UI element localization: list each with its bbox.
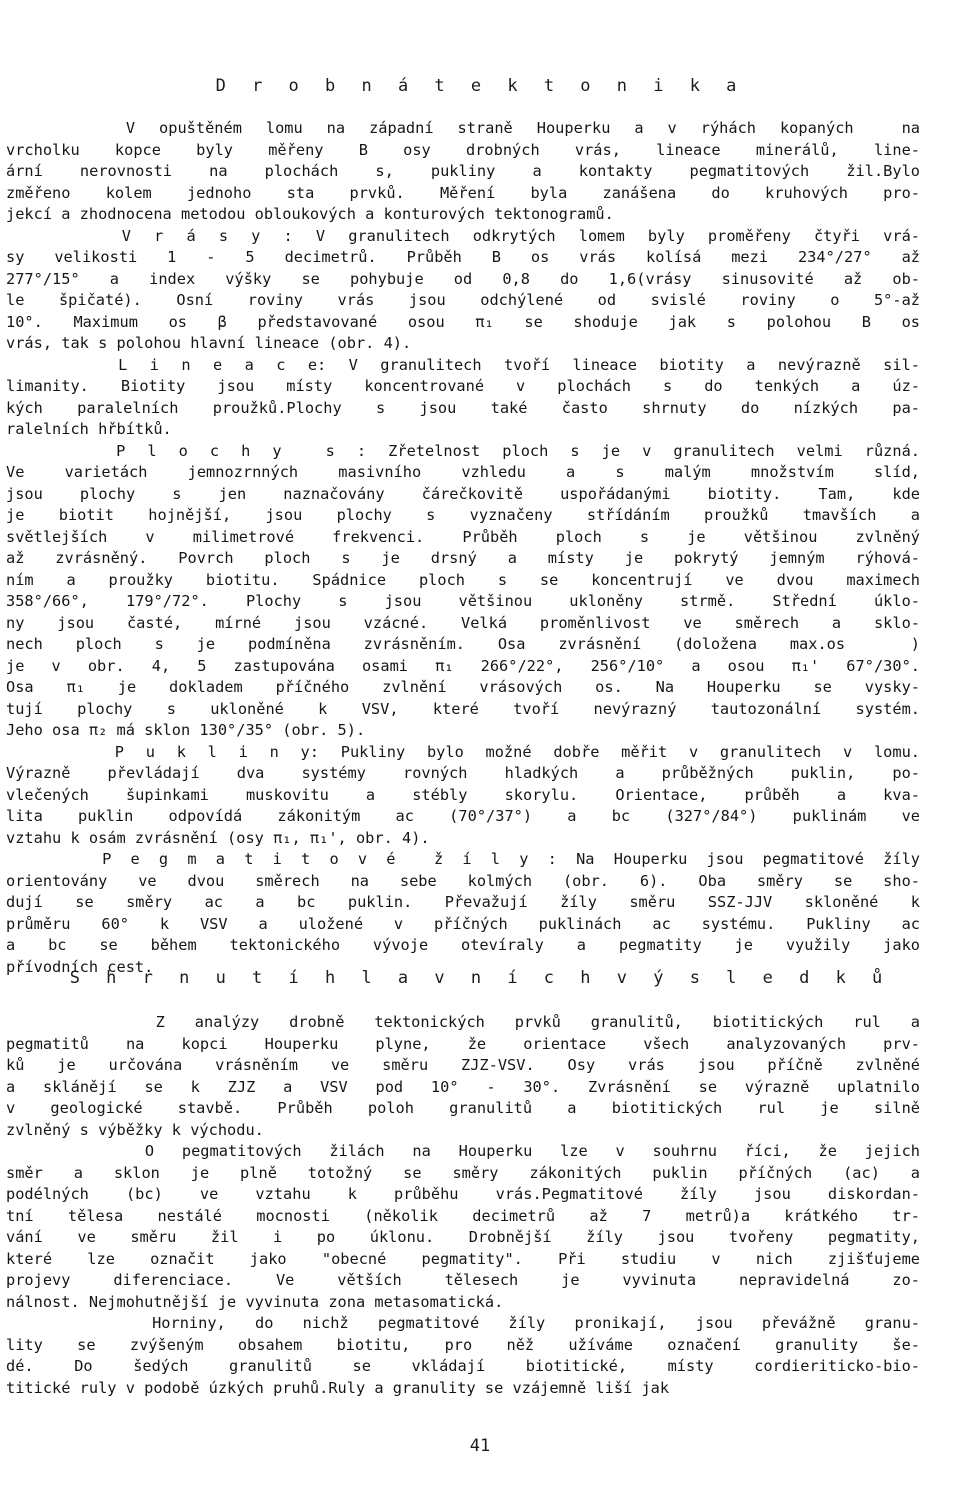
- text-line: ralelních hřbítků.: [6, 420, 172, 438]
- text-line: tní tělesa nestálé mocnosti (několik decimetrů až 7 metrů)a krátkého tr-: [6, 1206, 920, 1225]
- section-heading-drobna-tektonika: D r o b n á t e k t o n i k a: [215, 76, 745, 96]
- text-line: orientovány ve dvou směrech na sebe kolmých (obr. 6). Oba směry se sho-: [6, 871, 920, 890]
- text-line: podélných (bc) ve vztahu k průběhu vrás.Pegmatitové žíly jsou diskordan-: [6, 1185, 920, 1203]
- text-line: titické ruly v podobě úzkých pruhů.Ruly a granulity se vzájemně liší jak: [6, 1378, 670, 1397]
- text-line: vlečených šupinkami muskovitu a stébly skorylu. Orientace, průběh a kva-: [6, 785, 920, 804]
- text-line: 277°/15° a index výšky se pohybuje od 0,8 do 1,6(vrásy sinusovité až ob-: [6, 269, 920, 288]
- text-line: Výrazně převládají dva systémy rovných hladkých a průběžných puklin, po-: [6, 764, 920, 782]
- text-line: ním a proužky biotitu. Spádnice ploch s se koncentrují ve dvou maximech: [6, 570, 920, 589]
- text-line: le špičaté). Osní roviny vrás jsou odchýlené od svislé roviny o 5°-až: [6, 291, 920, 309]
- text-line: změřeno kolem jednoho sta prvků. Měření byla zanášena do kruhových pro-: [6, 183, 920, 202]
- text-line: 10°. Maximum os β představované osou π₁ se shoduje jak s polohou B os: [6, 312, 920, 331]
- text-line: P e g m a t i t o v é ž í l y : Na Houperku jsou pegmatitové žíly: [6, 850, 920, 868]
- text-line: P l o c h y s : Zřetelnost ploch s je v granulitech velmi různá.: [6, 441, 920, 460]
- text-line: ny jsou časté, mírné jsou vzácné. Velká proměnlivost ve směrech a sklo-: [6, 613, 920, 632]
- text-line: vání ve směru žil i po úklonu. Drobnější žíly jsou tvořeny pegmatity,: [6, 1228, 920, 1246]
- section-2-body: [6, 1012, 920, 1399]
- text-line: v geologické stavbě. Průběh poloh granulitů a biotitických rul je silně: [6, 1099, 920, 1117]
- text-line: které lze označit jako "obecné pegmatity". Při studiu v nich zjišťujeme: [6, 1249, 920, 1268]
- text-line: L i n e a c e: V granulitech tvoří lineace biotity a nevýrazně sil-: [6, 355, 920, 374]
- section-heading-shrnuti: S h r n u t í h l a v n í c h v ý s l e d k ů: [69, 968, 891, 988]
- text-line: O pegmatitových žilách na Houperku lze v souhrnu říci, že jejich: [6, 1142, 920, 1160]
- text-line: V r á s y : V granulitech odkrytých lomem byly proměřeny čtyři vrá-: [6, 226, 920, 245]
- text-line: průměru 60° k VSV a uložené v příčných puklinách ac systému. Pukliny ac: [6, 914, 920, 933]
- text-line: je biotit hojnější, jsou plochy s vyznačeny střídáním proužků tmavších a: [6, 506, 920, 524]
- text-line: Jeho osa π₂ má sklon 130°/35° (obr. 5).: [6, 721, 366, 739]
- text-line: jsou plochy s jen naznačovány čárečkovitě uspořádanými biotity. Tam, kde: [6, 484, 920, 503]
- text-line: sy velikosti 1 - 5 decimetrů. Průběh B os vrás kolísá mezi 234°/27° až: [6, 248, 920, 266]
- text-line: vrcholku kopce byly měřeny B osy drobných vrás, lineace minerálů, line-: [6, 140, 920, 159]
- text-line: projevy diferenciace. Ve větších tělesech je vyvinuta nepravidelná zo-: [6, 1271, 920, 1289]
- text-line: až zvrásněný. Povrch ploch s je drsný a místy je pokrytý jemným rýhová-: [6, 549, 920, 567]
- text-line: světlejších v milimetrové frekvenci. Průběh ploch s je většinou zvlněný: [6, 527, 920, 546]
- text-line: nech ploch s je podmíněna zvrásněním. Osa zvrásnění (doložena max.os ): [6, 635, 920, 653]
- text-line: zvlněný s výběžky k východu.: [6, 1120, 264, 1139]
- text-line: tují plochy s ukloněné k VSV, které tvoří nevýrazný tautozonální systém.: [6, 699, 920, 718]
- text-line: Ve varietách jemnozrnných masivního vzhledu a s malým množstvím slíd,: [6, 463, 920, 481]
- text-line: ků je určována vrásněním ve směru ZJZ-VSV. Osy vrás jsou příčně zvlněné: [6, 1056, 920, 1074]
- text-line: dují se směry ac a bc puklin. Převažují žíly směru SSZ-JJV skloněné k: [6, 893, 920, 911]
- text-line: pegmatitů na kopci Houperku plyne, že orientace všech analyzovaných prv-: [6, 1034, 920, 1053]
- text-line: vztahu k osám zvrásnění (osy π₁, π₁', obr. 4).: [6, 828, 430, 847]
- text-line: a bc se během tektonického vývoje otevíraly a pegmatity je využily jako: [6, 936, 920, 954]
- text-line: ární nerovnosti na plochách s, pukliny a kontakty pegmatitových žil.Bylo: [6, 162, 920, 180]
- text-line: a sklánějí se k ZJZ a VSV pod 10° - 30°. Zvrásnění se výrazně uplatnilo: [6, 1077, 920, 1096]
- text-line: nálnost. Nejmohutnější je vyvinuta zona metasomatická.: [6, 1292, 504, 1311]
- text-line: dé. Do šedých granulitů se vkládají biotitické, místy cordieriticko-bio-: [6, 1357, 920, 1375]
- text-line: vrás, tak s polohou hlavní lineace (obr. 4).: [6, 334, 412, 352]
- page-number: 41: [469, 1436, 491, 1456]
- text-line: lita puklin odpovídá zákonitým ac (70°/37°) a bc (327°/84°) puklinám ve: [6, 807, 920, 825]
- text-line: je v obr. 4, 5 zastupována osami π₁ 266°/22°, 256°/10° a osou π₁' 67°/30°.: [6, 656, 920, 675]
- section-1-body: [6, 118, 920, 978]
- text-line: Horniny, do nichž pegmatitové žíly pronikají, jsou převážně granu-: [6, 1314, 920, 1332]
- text-line: jekcí a zhodnocena metodou obloukových a konturových tektonogramů.: [6, 205, 614, 223]
- text-line: kých paralelních proužků.Plochy s jsou také často shrnuty do nízkých pa-: [6, 398, 920, 417]
- text-line: lity se zvýšeným obsahem biotitu, pro něž užíváme označení granulity še-: [6, 1335, 920, 1354]
- text-line: V opuštěném lomu na západní straně Houperku a v rýhách kopaných na: [6, 119, 920, 137]
- text-line: 358°/66°, 179°/72°. Plochy s jsou většinou ukloněny strmě. Střední úklo-: [6, 592, 920, 610]
- text-line: Osa π₁ je dokladem příčného zvlnění vrásových os. Na Houperku se vysky-: [6, 678, 920, 696]
- text-line: směr a sklon je plně totožný se směry zákonitých puklin příčných (ac) a: [6, 1163, 920, 1182]
- text-line: Z analýzy drobně tektonických prvků granulitů, biotitických rul a: [6, 1013, 920, 1031]
- text-line: přívodních cest.: [6, 957, 154, 976]
- text-line: P u k l i n y: Pukliny bylo možné dobře měřit v granulitech v lomu.: [6, 742, 920, 761]
- text-line: limanity. Biotity jsou místy koncentrované v plochách s do tenkých a úz-: [6, 377, 920, 395]
